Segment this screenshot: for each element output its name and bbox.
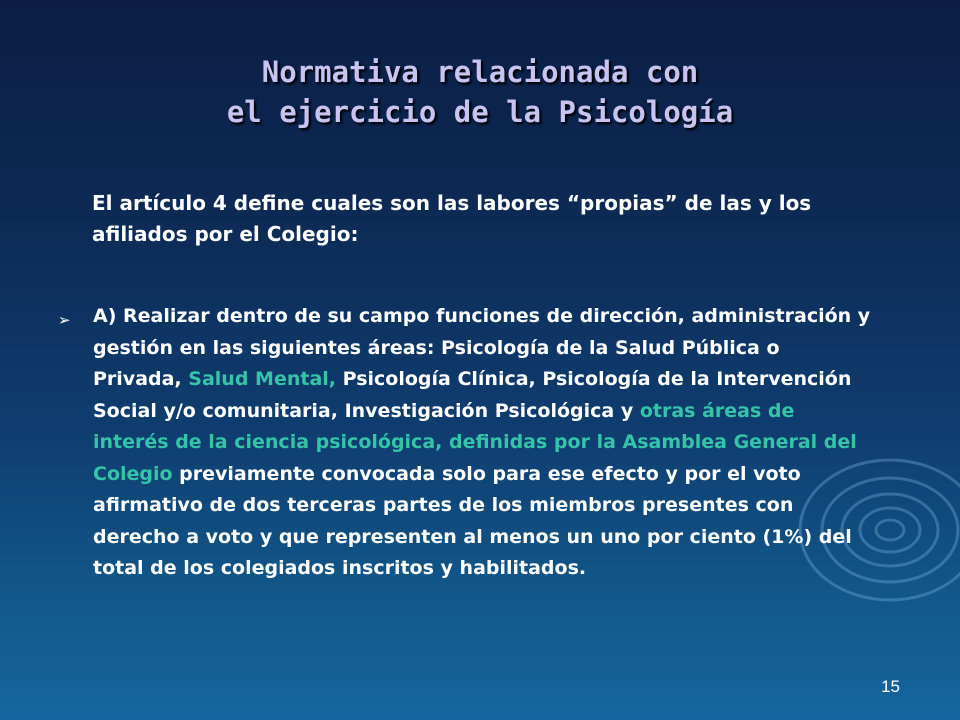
title-line-1: Normativa relacionada con xyxy=(261,55,699,89)
bullet-text-part-1: A) Realizar dentro de su campo funciones de dirección, administración y gestión en las siguientes áreas: Psicología de la Salud Pública o Privada, xyxy=(93,305,871,390)
bullet-text-part-2: Psicología Clínica, Psicología de la Intervención Social y/o comunitaria, Investigación Psicológica y xyxy=(93,368,852,422)
highlight-salud-mental: Salud Mental, xyxy=(188,368,336,390)
page-number: 15 xyxy=(881,677,900,696)
highlight-otras-areas: otras áreas de interés de la ciencia psicológica, definidas por la Asamblea General del Colegio xyxy=(93,399,857,485)
slide-title xyxy=(0,52,960,132)
bullet-text xyxy=(93,301,873,585)
bullet-text-part-3: previamente convocada solo para ese efecto y por el voto afirmativo de dos terceras partes de los miembros presentes con derecho a voto y que representen al menos un uno por ciento (1%) del total de los colegiados inscritos y habilitados. xyxy=(93,462,852,579)
arrow-bullet-icon: ➢ xyxy=(58,311,71,329)
title-line-2: el ejercicio de la Psicología xyxy=(226,95,734,129)
intro-paragraph: El artículo 4 define cuales son las labores “propias” de las y los afiliados por el Colegio: xyxy=(92,191,812,246)
